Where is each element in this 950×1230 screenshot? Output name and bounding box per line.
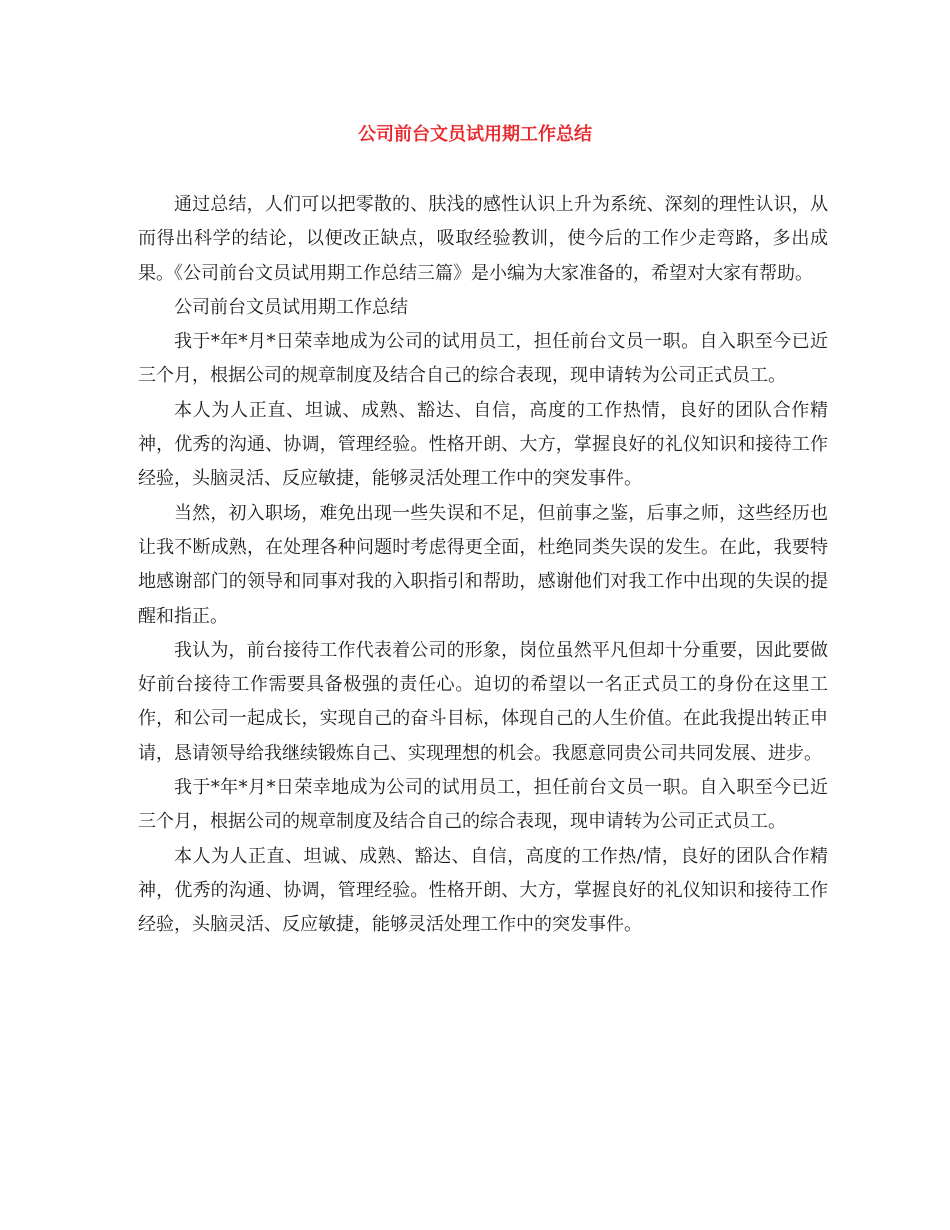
paragraph: 本人为人正直、坦诚、成熟、豁达、自信，高度的工作热情，良好的团队合作精神，优秀的沟通、协调，管理经验。性格开朗、大方，掌握良好的礼仪知识和接待工作经验，头脑灵活、反应敏捷，能够灵活处理工作中的突发事件。	[138, 399, 828, 490]
paragraph: 我认为，前台接待工作代表着公司的形象，岗位虽然平凡但却十分重要，因此要做好前台接待工作需要具备极强的责任心。迫切的希望以一名正式员工的身份在这里工作，和公司一起成长，实现自己的奋斗目标，体现自己的人生价值。在此我提出转正申请，恳请领导给我继续锻炼自己、实现理想的机会。我愿意同贵公司共同发展、进步。	[138, 639, 828, 764]
paragraph: 本人为人正直、坦诚、成熟、豁达、自信，高度的工作热/情，良好的团队合作精神，优秀的沟通、协调，管理经验。性格开朗、大方，掌握良好的礼仪知识和接待工作经验，头脑灵活、反应敏捷，能够灵活处理工作中的突发事件。	[138, 845, 828, 936]
document-title: 公司前台文员试用期工作总结	[358, 124, 592, 145]
paragraph-intro: 通过总结，人们可以把零散的、肤浅的感性认识上升为系统、深刻的理性认识，从而得出科学的结论，以便改正缺点，吸取经验教训，使今后的工作少走弯路，多出成果。《公司前台文员试用期工作总结三篇》是小编为大家准备的，希望对大家有帮助。	[138, 194, 828, 284]
paragraph: 我于*年*月*日荣幸地成为公司的试用员工，担任前台文员一职。自入职至今已近三个月，根据公司的规章制度及结合自己的综合表现，现申请转为公司正式员工。	[138, 777, 828, 833]
document-body	[138, 188, 828, 943]
paragraph: 我于*年*月*日荣幸地成为公司的试用员工，担任前台文员一职。自入职至今已近三个月，根据公司的规章制度及结合自己的综合表现，现申请转为公司正式员工。	[138, 331, 828, 387]
paragraph: 当然，初入职场，难免出现一些失误和不足，但前事之鉴，后事之师，这些经历也让我不断成熟，在处理各种问题时考虑得更全面，杜绝同类失误的发生。在此，我要特地感谢部门的领导和同事对我的入职指引和帮助，感谢他们对我工作中出现的失误的提醒和指正。	[138, 502, 828, 627]
section-heading: 公司前台文员试用期工作总结	[174, 296, 408, 318]
